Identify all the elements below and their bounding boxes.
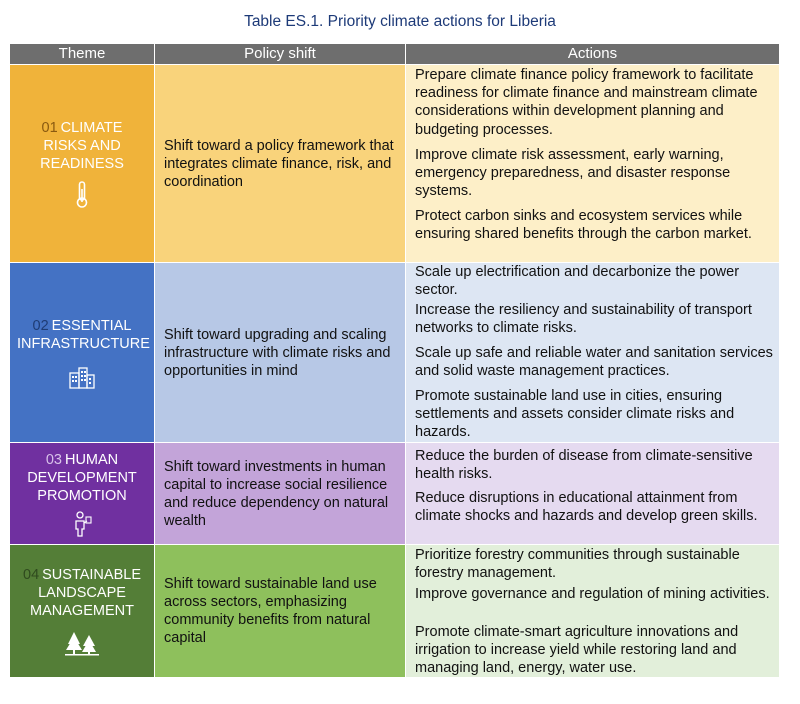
theme-title: CLIMATE RISKS AND READINESS — [40, 119, 124, 172]
policy-cell-3 — [155, 443, 405, 544]
action-item: Increase the resiliency and sustainability of transport networks to climate risks. — [415, 302, 752, 337]
landscape-icon — [65, 630, 99, 656]
actions-cell-4 — [406, 545, 779, 677]
actions-cell-1 — [406, 65, 779, 262]
table-title: Table ES.1. Priority climate actions for Liberia — [244, 13, 556, 30]
thermometer-icon — [75, 181, 89, 209]
theme-number: 03 — [45, 451, 62, 468]
person-icon — [71, 511, 93, 537]
policy-text: Shift toward upgrading and scaling infrastructure with climate risks and opportunities in mind — [164, 326, 391, 379]
action-item: Improve governance and regulation of mining activities. — [415, 586, 770, 602]
policy-cell-1 — [155, 65, 405, 262]
action-item: Prepare climate finance policy framework to facilitate readiness for climate finance and mainstream climate considerations within development planning and budgeting processes. — [415, 67, 758, 138]
action-item: Reduce the burden of disease from climate-sensitive health risks. — [415, 448, 753, 483]
policy-cell-2 — [155, 263, 405, 442]
header-policy-shift: Policy shift — [155, 44, 405, 64]
action-item: Scale up electrification and decarbonize the power sector. — [415, 264, 740, 299]
header-actions: Actions — [406, 44, 779, 64]
actions-cell-3 — [406, 443, 779, 544]
theme-cell-essential-infrastructure — [10, 263, 154, 442]
theme-title: HUMAN DEVELOPMENT PROMOTION — [27, 451, 137, 504]
action-item: Prioritize forestry communities through sustainable forestry management. — [415, 547, 740, 582]
action-item: Protect carbon sinks and ecosystem services while ensuring shared benefits through the carbon market. — [415, 208, 752, 243]
buildings-icon — [69, 367, 95, 389]
theme-number: 04 — [23, 567, 40, 583]
action-item: Improve climate risk assessment, early warning, emergency preparedness, and disaster response systems. — [415, 147, 731, 200]
actions-cell-2 — [406, 263, 779, 442]
theme-title: ESSENTIAL INFRASTRUCTURE — [17, 317, 150, 352]
action-item: Promote climate-smart agriculture innovations and irrigation to increase yield while restoring land and managing land, energy, water use. — [415, 624, 739, 677]
policy-cell-4 — [155, 545, 405, 677]
theme-cell-sustainable-landscape — [10, 545, 154, 677]
policy-text: Shift toward a policy framework that integrates climate finance, risk, and coordination — [164, 137, 394, 190]
action-item: Promote sustainable land use in cities, ensuring settlements and assets consider climate risks and hazards. — [415, 388, 735, 441]
policy-text: Shift toward sustainable land use across sectors, emphasizing community benefits from natural capital — [164, 576, 377, 646]
theme-cell-climate-risks — [10, 65, 154, 262]
theme-cell-human-development — [10, 443, 154, 544]
action-item: Reduce disruptions in educational attainment from climate shocks and hazards and develop green skills. — [415, 490, 758, 525]
header-theme: Theme — [10, 44, 154, 64]
policy-text: Shift toward investments in human capital to increase social resilience and reduce dependency on natural wealth — [164, 458, 389, 529]
action-item: Scale up safe and reliable water and sanitation services and solid waste management practices. — [415, 345, 773, 380]
theme-title: SUSTAINABLE LANDSCAPE MANAGEMENT — [30, 567, 141, 619]
theme-number: 01 — [41, 119, 58, 136]
theme-number: 02 — [32, 317, 49, 334]
